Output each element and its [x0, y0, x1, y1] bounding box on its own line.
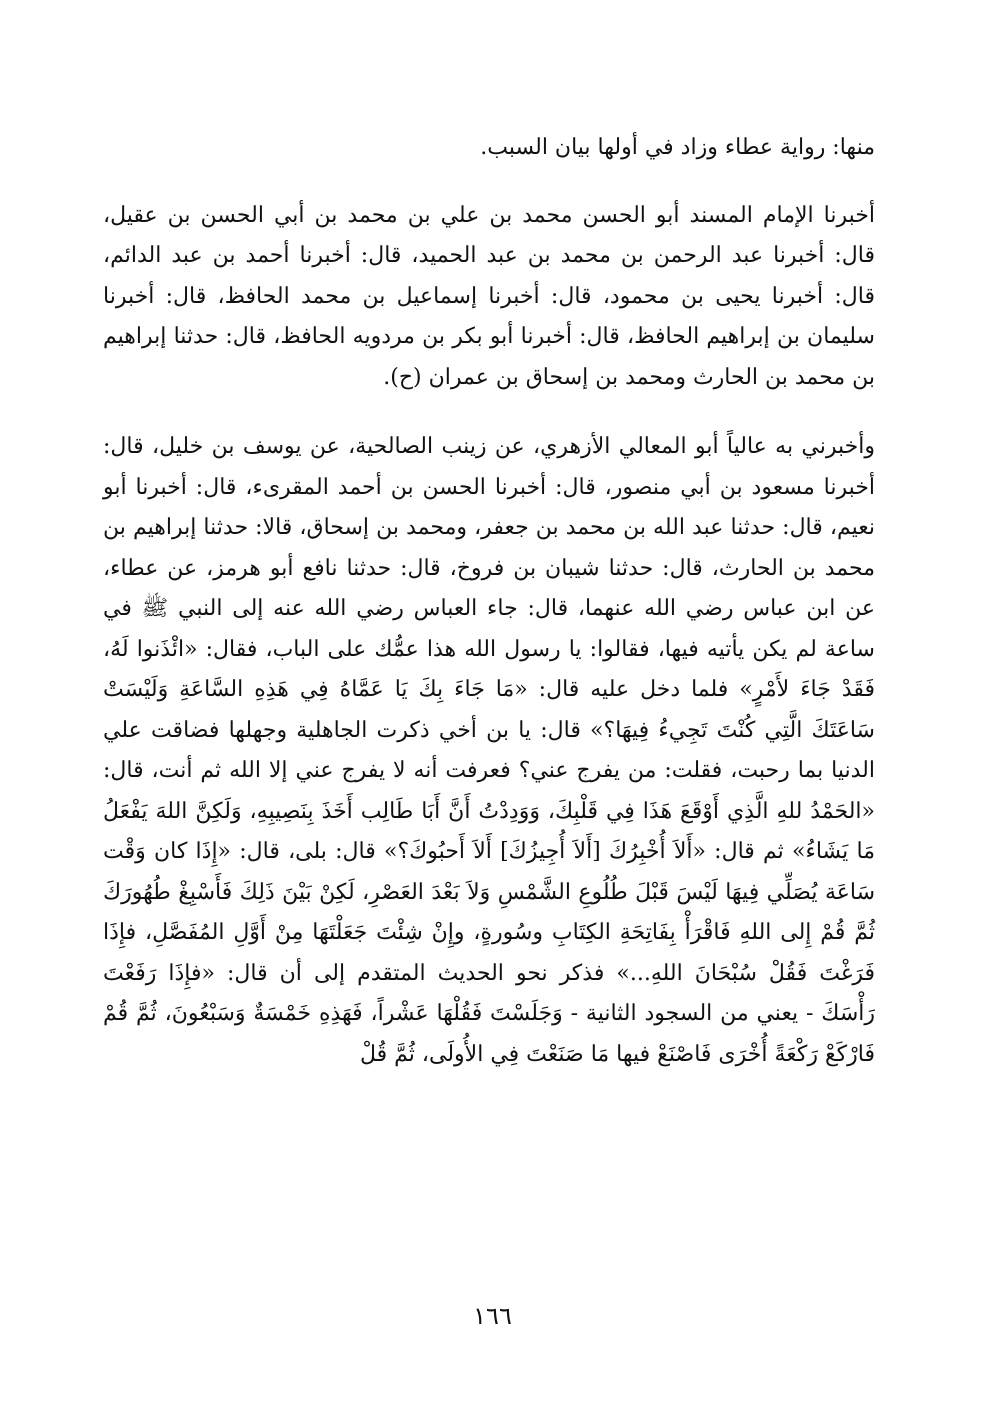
hadith-paragraph: وأخبرني به عالياً أبو المعالي الأزهري، عن زينب الصالحية، عن يوسف بن خليل، قال: أخبرنا مسعود بن أبي منصور، قال: أخبرنا الحسن بن أحمد المقرىء، قال: أخبرنا أبو نعيم، قال: حدثنا عبد الله بن محمد بن جعفر، ومحمد بن إسحاق، قالا: حدثنا إبراهيم بن محمد بن الحارث، قال: حدثنا شيبان بن فروخ، قال: حدثنا نافع أبو هرمز، عن عطاء، عن ابن عباس رضي الله عنهما، قال: جاء العباس رضي الله عنه إلى النبي ﷺ في ساعة لم يكن يأتيه فيها، فقالوا: يا رسول الله هذا عمُّك على الباب، فقال: «ائْذَنوا لَهُ، فَقَدْ جَاءَ لأَمْرٍ» فلما دخل عليه قال: «مَا جَاءَ بِكَ يَا عَمَّاهُ فِي هَذِهِ السَّاعَةِ وَلَيْسَتْ سَاعَتَكَ الَّتِي كُنْتَ تَجِيءُ فِيهَا؟» قال: يا بن أخي ذكرت الجاهلية وجهلها فضاقت علي الدنيا بما رحبت، فقلت: من يفرج عني؟ فعرفت أنه لا يفرج عني إلا الله ثم أنت، قال: «الحَمْدُ للهِ الَّذِي أَوْقَعَ هَذَا فِي قَلْبِكَ، وَوَدِدْتُ أَنَّ أَبَا طَالِب أَخَذَ بِنَصِيبِهِ، وَلَكِنَّ اللهَ يَفْعَلُ مَا يَشَاءُ» ثم قال: «أَلاَ أُخْبِرُكَ [أَلاَ أُجِيزُكَ] أَلاَ أَحبُوكَ؟» قال: بلى، قال: «إِذَا كان وَقْت سَاعَة يُصَلِّي فِيهَا لَيْسَ قَبْلَ طُلُوعِ الشَّمْسِ وَلاَ بَعْدَ العَصْرِ، لَكِنْ بَيْنَ ذَلِكَ فَأَسْبِغْ طُهُورَكَ ثُمَّ قُمْ إِلى اللهِ فَاقْرَأْ بِفَاتِحَةِ الكِتَابِ وسُورةٍ، وإِنْ شِئْتَ جَعَلْتَهَا مِنْ أَوَّلِ المُفَصَّلِ، فإِذَا فَرَغْتَ فَقُلْ سُبْحَانَ اللهِ...» فذكر نحو الحديث المتقدم إلى أن قال: «فإِذَا رَفَعْتَ رَأْسَكَ - يعني من السجود الثانية - وَجَلَسْتَ فَقُلْهَا عَشْراً، فَهَذِهِ خَمْسَةٌ وَسَبْعُونَ، ثُمَّ قُمْ فَارْكَعْ رَكْعَةً أُخْرَى فَاصْنَعْ فيها مَا صَنَعْتَ فِي الأُولَى، ثُمَّ قُلْ — [103, 434, 875, 1067]
isnad-paragraph: أخبرنا الإمام المسند أبو الحسن محمد بن علي بن محمد بن أبي الحسن بن عقيل، قال: أخبرنا عبد الرحمن بن محمد بن عبد الحميد، قال: أخبرنا أحمد بن عبد الدائم، قال: أخبرنا يحيى بن محمود، قال: أخبرنا إسماعيل بن محمد الحافظ، قال: أخبرنا سليمان بن إبراهيم الحافظ، قال: أخبرنا أبو بكر بن مردويه الحافظ، قال: حدثنا إبراهيم بن محمد بن الحارث ومحمد بن إسحاق بن عمران (ح). — [103, 202, 875, 390]
page-number: ١٦٦ — [473, 1302, 512, 1330]
intro-line: منها: رواية عطاء وزاد في أولها بيان السبب. — [480, 135, 875, 160]
page-body — [103, 128, 875, 1075]
